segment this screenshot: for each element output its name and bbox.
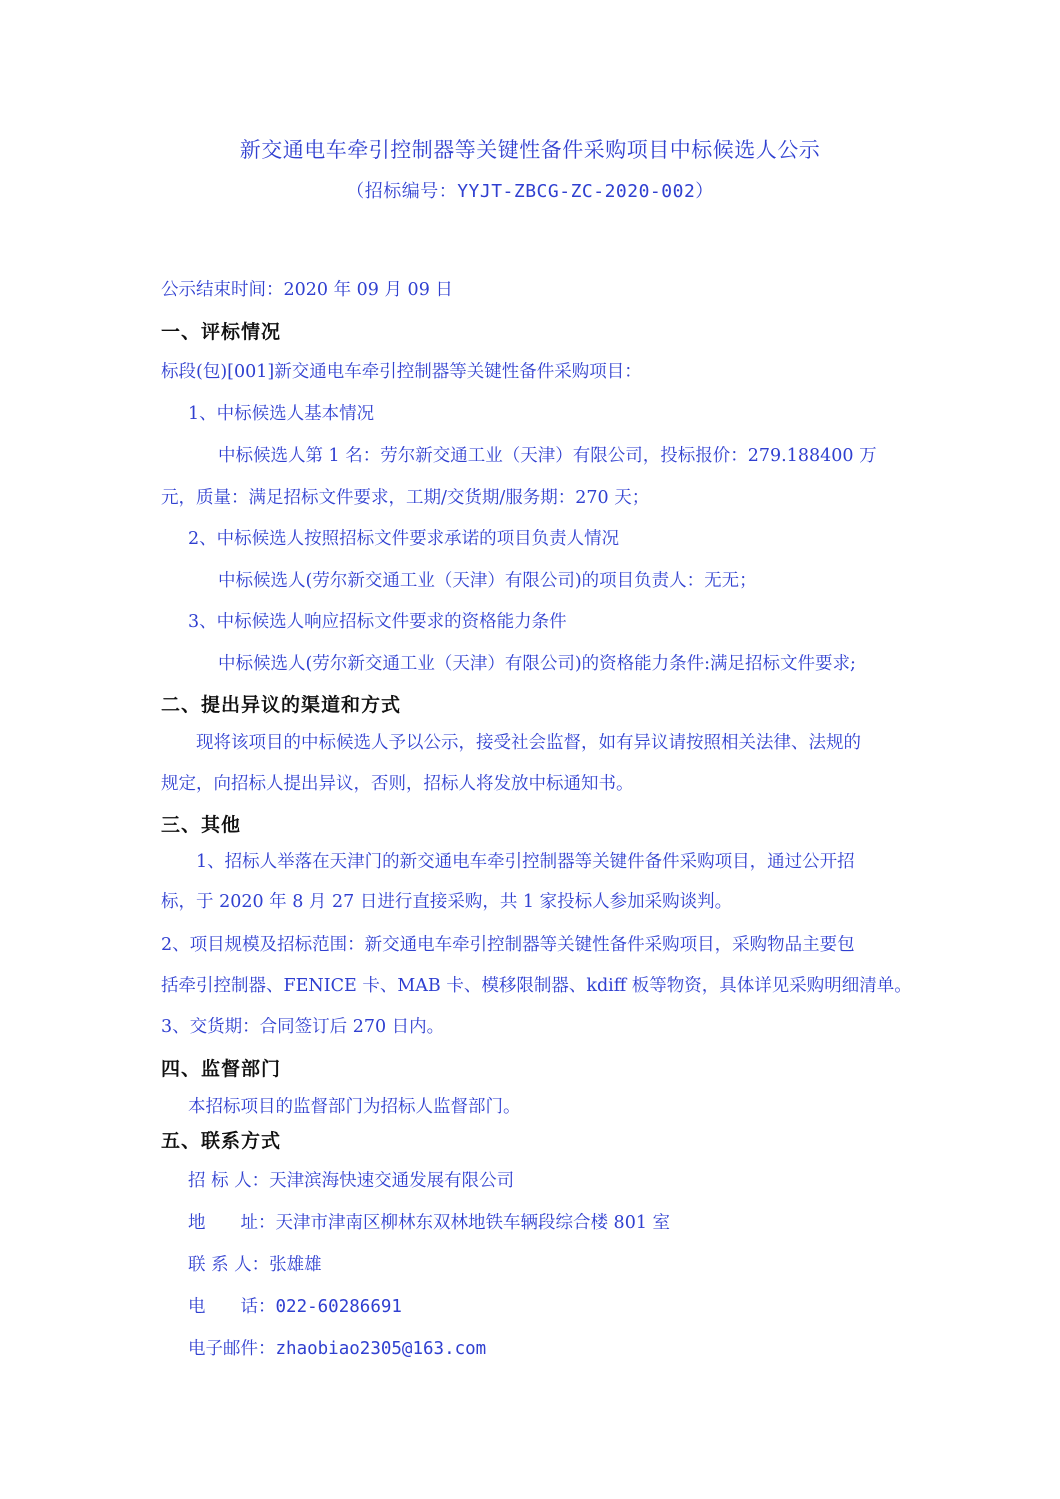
paragraph-line: 规定，向招标人提出异议，否则，招标人将发放中标通知书。 <box>161 774 634 794</box>
item-title: 3、中标候选人响应招标文件要求的资格能力条件 <box>188 612 567 632</box>
paragraph-line: 1、招标人举落在天津门的新交通电车牵引控制器等关键件备件采购项目，通过公开招 <box>196 852 855 872</box>
contact-value: 天津市津南区柳林东双林地铁车辆段综合楼 801 室 <box>275 1213 671 1233</box>
item-title: 1、中标候选人基本情况 <box>188 404 375 424</box>
tender-number: （招标编号：YYJT-ZBCG-ZC-2020-002） <box>346 181 714 202</box>
item-title: 2、中标候选人按照招标文件要求承诺的项目负责人情况 <box>188 529 620 549</box>
contact-row <box>188 1337 486 1361</box>
section-heading-evaluation: 一、评标情况 <box>161 321 282 343</box>
paragraph-line: 现将该项目的中标候选人予以公示，接受社会监督，如有异议请按照相关法律、法规的 <box>196 733 861 753</box>
paragraph-line: 3、交货期：合同签订后 270 日内。 <box>161 1017 445 1037</box>
candidate-ranking-line-cont: 元，质量：满足招标文件要求，工期/交货期/服务期：270 天； <box>161 488 650 508</box>
contact-row <box>188 1211 670 1235</box>
candidate-ranking-line: 中标候选人第 1 名：劳尔新交通工业（天津）有限公司，投标报价：279.188400 万 <box>218 446 877 466</box>
contact-row <box>188 1295 402 1319</box>
contact-value: 022-60286691 <box>275 1297 402 1317</box>
paragraph-line: 2、项目规模及招标范围：新交通电车牵引控制器等关键性备件采购项目，采购物品主要包 <box>161 935 855 955</box>
paragraph-line: 本招标项目的监督部门为招标人监督部门。 <box>188 1097 521 1117</box>
section-heading-supervision: 四、监督部门 <box>161 1058 282 1080</box>
project-manager-line: 中标候选人(劳尔新交通工业（天津）有限公司)的项目负责人：无无； <box>218 571 757 591</box>
contact-email: zhaobiao2305@163.com <box>275 1339 487 1359</box>
paragraph-line: 标，于 2020 年 8 月 27 日进行直接采购，共 1 家投标人参加采购谈判。 <box>161 892 733 912</box>
contact-value: 天津滨海快速交通发展有限公司 <box>269 1171 515 1191</box>
contact-label: 招 标 人： <box>188 1171 270 1191</box>
package-line: 标段(包)[001]新交通电车牵引控制器等关键性备件采购项目： <box>161 362 642 382</box>
announcement-end-time: 公示结束时间：2020 年 09 月 09 日 <box>161 280 453 300</box>
contact-label: 电 话： <box>188 1297 276 1317</box>
contact-label: 电子邮件： <box>188 1339 276 1359</box>
contact-label: 地 址： <box>188 1213 276 1233</box>
contact-row <box>188 1253 322 1277</box>
document-title: 新交通电车牵引控制器等关键性备件采购项目中标候选人公示 <box>239 138 821 162</box>
contact-value: 张雄雄 <box>269 1255 322 1275</box>
paragraph-line: 括牵引控制器、FENICE 卡、MAB 卡、模移限制器、kdiff 板等物资，具体详见采购明细清单。 <box>161 976 912 996</box>
contact-row <box>188 1169 514 1193</box>
section-heading-objection: 二、提出异议的渠道和方式 <box>161 694 402 716</box>
contact-label: 联 系 人： <box>188 1255 270 1275</box>
section-heading-contact: 五、联系方式 <box>161 1130 282 1152</box>
section-heading-other: 三、其他 <box>161 814 242 836</box>
qualification-line: 中标候选人(劳尔新交通工业（天津）有限公司)的资格能力条件:满足招标文件要求; <box>218 654 856 674</box>
